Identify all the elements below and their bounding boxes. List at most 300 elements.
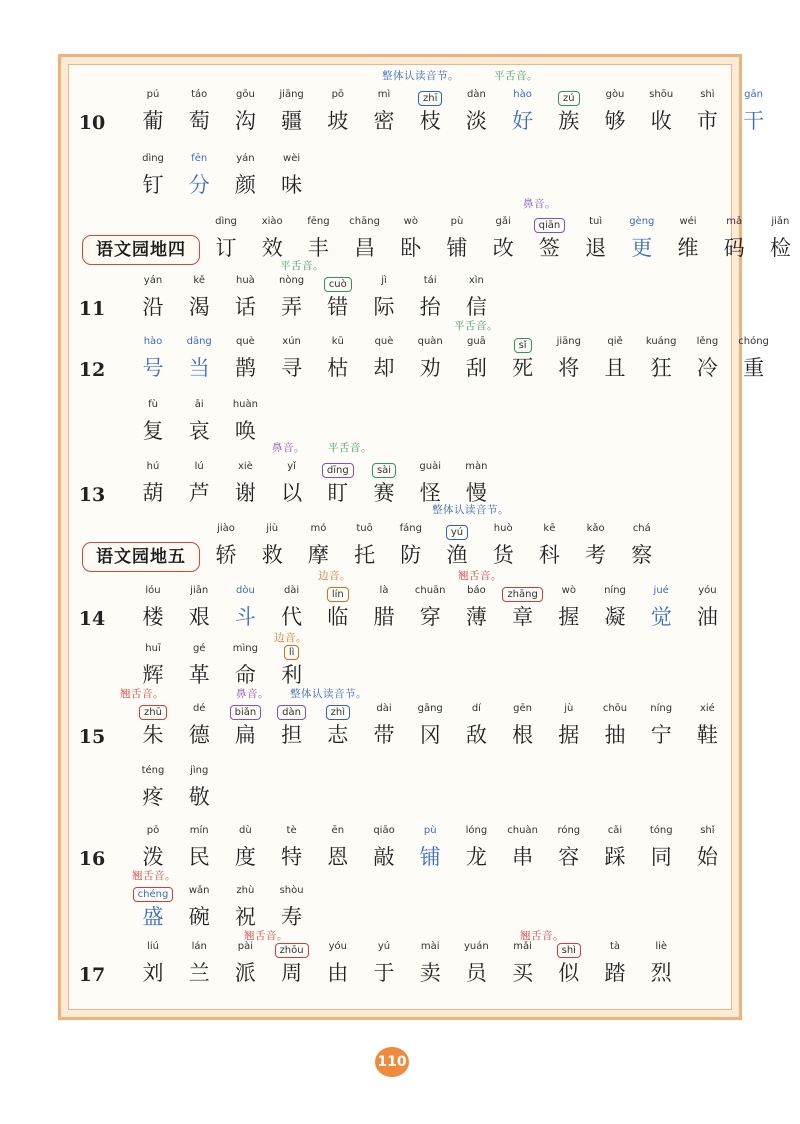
hanzi: 效 [261,236,283,260]
pinyin: dìng [215,216,237,227]
pinyin: xiào [261,216,283,227]
character-cell [177,822,221,874]
character-row [0,882,800,938]
pinyin: gōu [235,89,255,100]
character-cell [177,882,221,934]
hanzi: 订 [215,236,237,260]
hanzi: 斗 [234,605,256,629]
hanzi: 利 [281,663,303,687]
pinyin: sǐ [514,338,532,353]
pinyin: fù [148,399,158,410]
pinyin: kǎo [586,523,605,534]
character-cell [131,86,175,138]
character-cell [666,213,710,265]
character-cell [547,700,591,752]
hanzi: 敬 [188,785,210,809]
section-label: 语文园地四 [82,235,200,265]
pinyin: lóu [145,585,161,596]
character-cell [177,640,221,692]
character-cell [758,213,800,265]
character-cell [408,272,452,324]
pinyin: dìng [142,153,164,164]
hanzi: 号 [142,356,164,380]
character-cell [362,938,406,990]
character-cell [177,762,221,814]
hanzi: 话 [234,295,256,319]
hanzi: 渴 [188,295,210,319]
pinyin: gé [192,643,206,654]
pinyin: mǎ [726,216,743,227]
pinyin: téng [141,765,165,776]
character-cell [593,822,637,874]
pinyin: hào [513,89,532,100]
hanzi: 民 [188,845,210,869]
phonetic-note: 边音。 [274,632,307,644]
hanzi: 更 [631,236,653,260]
pinyin: yuán [464,941,489,952]
character-cell [250,520,294,572]
character-cell [574,213,618,265]
pinyin: jiān [190,585,209,596]
character-cell [362,86,406,138]
character-cell [685,822,729,874]
character-cell [177,86,221,138]
hanzi: 际 [373,295,395,319]
character-cell [527,520,571,572]
pinyin: jué [653,585,669,596]
hanzi: 市 [696,109,718,133]
hanzi: 买 [512,961,534,985]
character-cell [389,520,433,572]
character-cell [389,213,433,265]
character-cell [481,520,525,572]
character-cell [270,86,314,138]
pinyin: wèi [283,153,301,164]
pinyin: níng [604,585,626,596]
phonetic-note: 整体认读音节。 [382,70,459,82]
pinyin: jìng [190,765,209,776]
pinyin: zhù [236,885,255,896]
hanzi: 烈 [650,961,672,985]
character-cell [204,213,248,265]
pinyin: chuàn [507,825,538,836]
character-cell [270,582,314,634]
character-row [0,762,800,818]
hanzi: 慢 [465,481,487,505]
pinyin: liú [147,941,159,952]
character-cell [501,938,545,990]
character-cell [712,213,756,265]
phonetic-note: 翘舌音。 [120,688,164,700]
character-cell [454,272,498,324]
pinyin: róng [557,825,581,836]
pinyin: lú [194,461,204,472]
character-cell [362,700,406,752]
character-cell [454,700,498,752]
hanzi: 腊 [373,605,395,629]
pinyin: dài [283,585,300,596]
character-cell [547,938,591,990]
pinyin: jiāng [279,89,304,100]
hanzi: 退 [585,236,607,260]
hanzi: 派 [234,961,256,985]
pinyin: dài [376,703,392,714]
character-cell [454,822,498,874]
hanzi: 维 [677,236,699,260]
hanzi: 宁 [650,723,672,747]
pinyin: màn [465,461,488,472]
pinyin: liè [655,941,668,952]
hanzi: 轿 [215,543,237,567]
character-row [0,582,800,638]
pinyin: jì [381,275,387,286]
hanzi: 担 [281,723,303,747]
character-cell [639,86,683,138]
pinyin: quàn [417,336,443,347]
character-row [0,938,800,994]
character-cell [223,582,267,634]
character-cell [593,86,637,138]
pinyin: tè [286,825,297,836]
character-cell [296,520,340,572]
hanzi: 颜 [234,173,256,197]
pinyin: jù [564,703,574,714]
hanzi: 容 [558,845,580,869]
pinyin: dīng [322,463,354,478]
character-cell [316,333,360,385]
pinyin: shì [557,943,581,958]
character-cell [408,938,452,990]
lesson-number: 12 [78,359,106,381]
hanzi: 刮 [465,356,487,380]
hanzi: 于 [373,961,395,985]
pinyin: què [374,336,394,347]
hanzi: 将 [558,356,580,380]
character-cell [408,582,452,634]
pinyin: fēn [191,153,208,164]
hanzi: 芦 [188,481,210,505]
pinyin: dāng [186,336,212,347]
character-cell [223,640,267,692]
pinyin: kuáng [645,336,677,347]
character-cell [527,213,571,265]
hanzi: 枯 [327,356,349,380]
character-cell [593,582,637,634]
hanzi: 以 [281,481,303,505]
phonetic-note: 翘舌音。 [244,930,288,942]
hanzi: 踏 [604,961,626,985]
hanzi: 改 [492,236,514,260]
pinyin: zhū [139,705,167,720]
character-cell [343,520,387,572]
pinyin: tuō [356,523,373,534]
hanzi: 穿 [419,605,441,629]
character-cell [270,700,314,752]
section-label: 语文园地五 [82,542,200,572]
character-cell [547,86,591,138]
pinyin: chóng [738,336,769,347]
hanzi: 员 [465,961,487,985]
phonetic-note: 整体认读音节。 [432,504,509,516]
hanzi: 据 [558,723,580,747]
pinyin: yán [236,153,255,164]
hanzi: 扁 [234,723,256,747]
phonetic-note: 整体认读音节。 [290,688,367,700]
hanzi: 碗 [188,905,210,929]
hanzi: 龙 [465,845,487,869]
character-cell [454,333,498,385]
character-cell [270,640,314,692]
pinyin: mì [377,89,391,100]
character-row [0,272,800,328]
character-cell [223,700,267,752]
pinyin: huà [235,275,255,286]
hanzi: 凝 [604,605,626,629]
pinyin: fēng [307,216,330,227]
pinyin: níng [650,703,673,714]
character-cell [131,938,175,990]
hanzi: 恩 [327,845,349,869]
character-cell [316,272,360,324]
character-cell [177,272,221,324]
hanzi: 淡 [465,109,487,133]
character-cell [223,272,267,324]
pinyin: jiǎn [771,216,790,227]
hanzi: 重 [743,356,765,380]
hanzi: 疼 [142,785,164,809]
pinyin: gǎi [495,216,511,227]
pinyin: biǎn [230,705,262,720]
hanzi: 赛 [373,481,395,505]
pinyin: mó [310,523,327,534]
pinyin: táo [191,89,208,100]
pinyin: fáng [399,523,422,534]
character-row [0,213,800,269]
character-cell [316,938,360,990]
pinyin: pù [450,216,464,227]
hanzi: 签 [538,236,560,260]
pinyin: nòng [279,275,305,286]
character-cell [408,700,452,752]
hanzi: 冈 [419,723,441,747]
hanzi: 收 [650,109,672,133]
character-cell [408,86,452,138]
hanzi: 同 [650,845,672,869]
character-cell [639,822,683,874]
hanzi: 且 [604,356,626,380]
character-cell [454,86,498,138]
hanzi: 薄 [465,605,487,629]
lesson-number: 16 [78,848,106,870]
lesson-number: 15 [78,726,106,748]
character-cell [639,700,683,752]
character-cell [131,762,175,814]
pinyin: kě [193,275,205,286]
pinyin: gāng [417,703,443,714]
character-cell [177,700,221,752]
hanzi: 干 [743,109,765,133]
character-cell [362,582,406,634]
character-cell [223,822,267,874]
pinyin: tóng [649,825,673,836]
pinyin: jiāng [556,336,581,347]
pinyin: yán [143,275,163,286]
character-cell [223,86,267,138]
hanzi: 觉 [650,605,672,629]
character-cell [343,213,387,265]
character-cell [620,520,664,572]
character-cell [435,520,479,572]
character-cell [362,333,406,385]
pinyin: lì [284,645,300,660]
character-cell [501,822,545,874]
pinyin: dé [192,703,206,714]
hanzi: 科 [538,543,560,567]
hanzi: 却 [373,356,395,380]
character-cell [685,86,729,138]
character-row [0,150,800,206]
character-cell [177,938,221,990]
pinyin: cǎi [607,825,623,836]
pinyin: guā [466,336,486,347]
pinyin: zhōu [275,943,309,958]
hanzi: 志 [327,723,349,747]
lesson-number: 13 [78,484,106,506]
pinyin: dàn [277,705,306,720]
page-number-badge: 110 [375,1047,409,1077]
character-cell [408,822,452,874]
hanzi: 昌 [354,236,376,260]
lesson-number: 11 [78,298,106,320]
phonetic-note: 平舌音。 [328,442,372,454]
pinyin: guài [419,461,441,472]
lesson-number: 17 [78,964,106,986]
hanzi: 摩 [307,543,329,567]
pinyin: pō [146,825,160,836]
character-cell [362,272,406,324]
pinyin: mín [189,825,209,836]
pinyin: shòu [279,885,304,896]
pinyin: là [379,585,389,596]
hanzi: 朱 [142,723,164,747]
phonetic-note: 翘舌音。 [458,570,502,582]
hanzi: 坡 [327,109,349,133]
hanzi: 由 [327,961,349,985]
character-row [0,396,800,452]
character-cell [481,213,525,265]
pinyin: sài [372,463,396,478]
pinyin: dòu [235,585,255,596]
pinyin: shǐ [700,825,715,836]
hanzi: 卖 [419,961,441,985]
character-cell [177,150,221,202]
character-row [0,86,800,142]
hanzi: 刘 [142,961,164,985]
pinyin: yǐ [287,461,296,472]
hanzi: 泼 [142,845,164,869]
character-cell [131,640,175,692]
hanzi: 当 [188,356,210,380]
character-cell [593,700,637,752]
character-cell [223,396,267,448]
pinyin: báo [467,585,486,596]
hanzi: 够 [604,109,626,133]
pinyin: pài [237,941,254,952]
hanzi: 察 [631,543,653,567]
character-row [0,333,800,389]
character-cell [501,86,545,138]
pinyin: mìng [232,643,258,654]
pinyin: tái [423,275,437,286]
pinyin: huò [493,523,513,534]
hanzi: 防 [400,543,422,567]
hanzi: 密 [373,109,395,133]
phonetic-note: 鼻音。 [523,198,556,210]
pinyin: chá [632,523,651,534]
hanzi: 德 [188,723,210,747]
pinyin: ēn [331,825,345,836]
pinyin: jiào [217,523,235,534]
phonetic-note: 平舌音。 [280,260,324,272]
hanzi: 鹊 [234,356,256,380]
hanzi: 兰 [188,961,210,985]
hanzi: 信 [465,295,487,319]
character-cell [270,822,314,874]
hanzi: 抬 [419,295,441,319]
pinyin: pú [146,89,160,100]
hanzi: 渔 [446,543,468,567]
hanzi: 似 [558,961,580,985]
character-cell [131,333,175,385]
pinyin: wǎn [188,885,210,896]
pinyin: cuò [324,277,352,292]
phonetic-note: 平舌音。 [494,70,538,82]
hanzi: 唤 [234,419,256,443]
hanzi: 铺 [446,236,468,260]
pinyin: shì [700,89,715,100]
hanzi: 货 [492,543,514,567]
phonetic-note: 翘舌音。 [132,870,176,882]
pinyin: lěng [696,336,719,347]
pinyin: lán [191,941,207,952]
character-cell [593,333,637,385]
pinyin: qiě [607,336,623,347]
hanzi: 始 [696,845,718,869]
character-cell [131,700,175,752]
hanzi: 革 [188,663,210,687]
character-cell [316,86,360,138]
pinyin: yóu [698,585,717,596]
character-cell [639,582,683,634]
lesson-number: 14 [78,608,106,630]
character-cell [177,396,221,448]
character-cell [547,333,591,385]
pinyin: dí [471,703,481,714]
pinyin: què [235,336,255,347]
hanzi: 寻 [281,356,303,380]
character-cell [547,582,591,634]
character-cell [454,582,498,634]
pinyin: xiè [237,461,253,472]
character-cell [131,458,175,510]
character-cell [501,333,545,385]
pinyin: xìn [468,275,484,286]
pinyin: mài [420,941,440,952]
hanzi: 检 [769,236,791,260]
character-cell [131,272,175,324]
hanzi: 冷 [696,356,718,380]
character-cell [131,396,175,448]
